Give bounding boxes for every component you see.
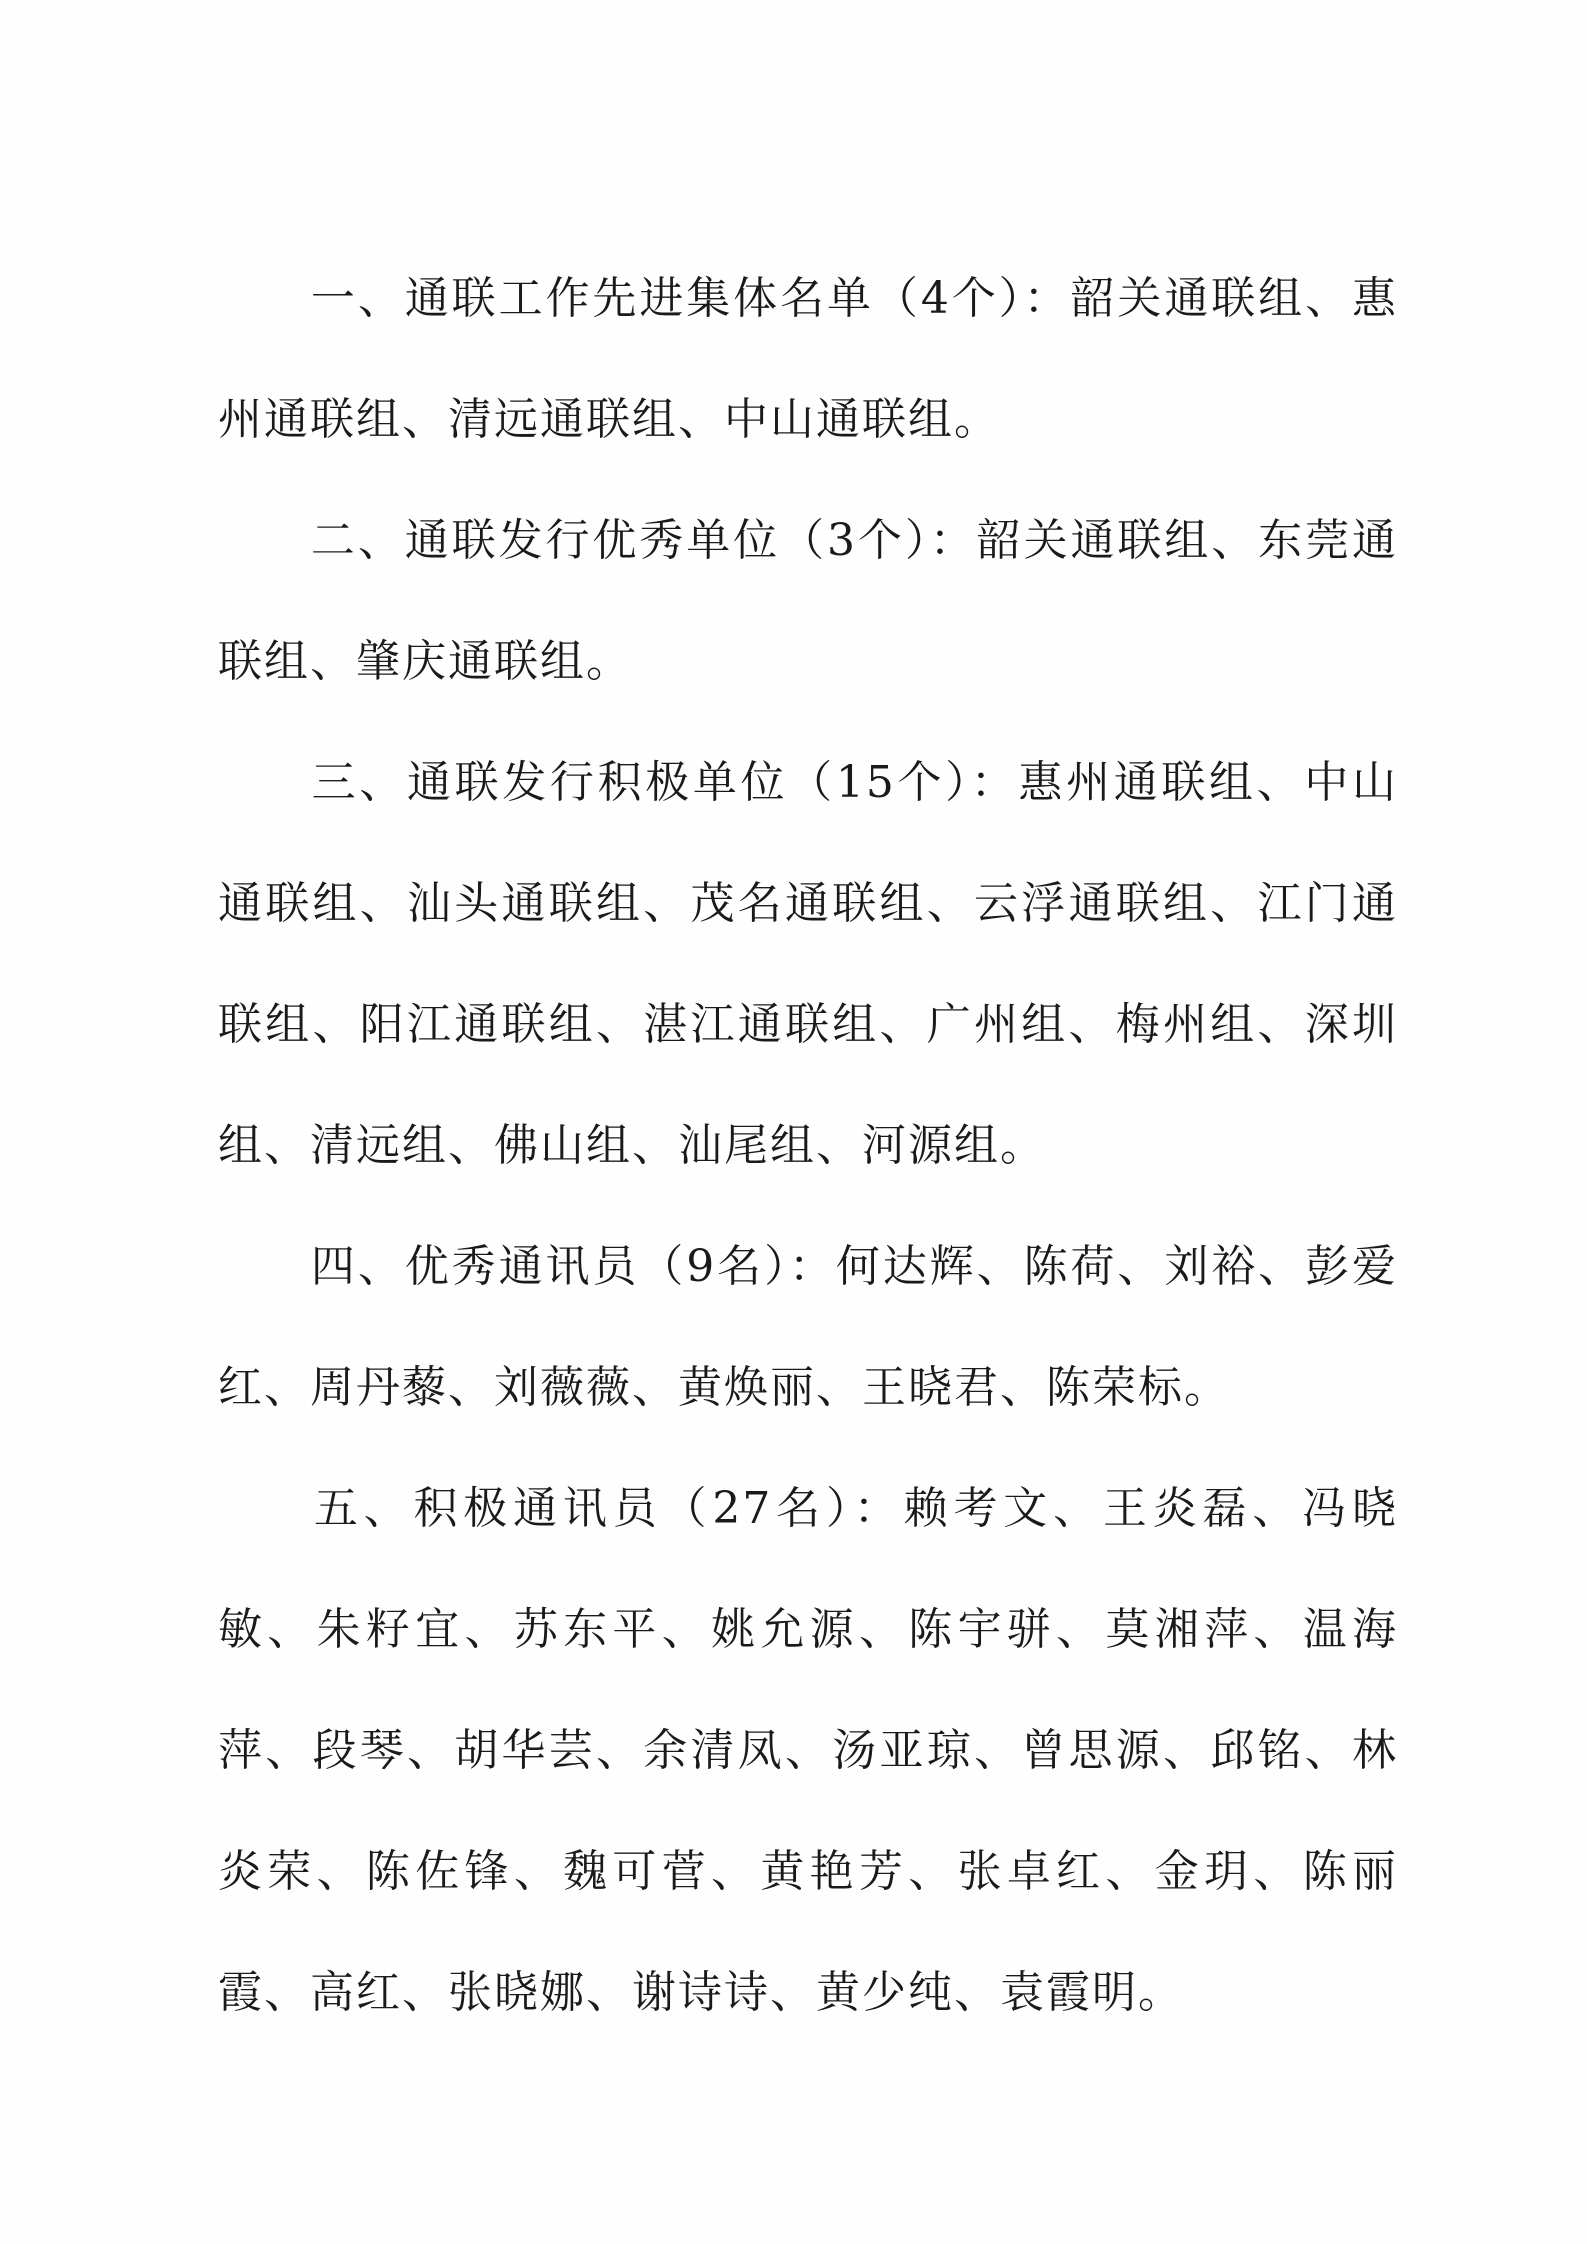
- paragraph-4-text: 四、优秀通讯员（9名）：何达辉、陈荷、刘裕、彭爱红、周丹藜、刘薇薇、黄焕丽、王晓君、陈荣标。: [218, 1241, 1398, 1413]
- paragraph-2: [218, 480, 1398, 722]
- paragraph-5-text: 五、积极通讯员（27名）：赖考文、王炎磊、冯晓敏、朱籽宜、苏东平、姚允源、陈宇骈、莫湘萍、温海萍、段琴、胡华芸、余清凤、汤亚琼、曾思源、邱铭、林炎荣、陈佐锋、魏可菅、黄艳芳、张卓红、金玥、陈丽霞、高红、张晓娜、谢诗诗、黄少纯、袁霞明。: [218, 1483, 1398, 2018]
- paragraph-1: [218, 238, 1398, 480]
- paragraph-3-text: 三、通联发行积极单位（15个）：惠州通联组、中山通联组、汕头通联组、茂名通联组、云浮通联组、江门通联组、阳江通联组、湛江通联组、广州组、梅州组、深圳组、清远组、佛山组、汕尾组、河源组。: [218, 757, 1398, 1171]
- paragraph-3: [218, 722, 1398, 1206]
- paragraph-4: [218, 1206, 1398, 1448]
- paragraph-5: [218, 1448, 1398, 2053]
- paragraph-1-text: 一、通联工作先进集体名单（4个）：韶关通联组、惠州通联组、清远通联组、中山通联组。: [218, 273, 1398, 445]
- document-body: [218, 238, 1398, 2053]
- paragraph-2-text: 二、通联发行优秀单位（3个）：韶关通联组、东莞通联组、肇庆通联组。: [218, 515, 1398, 687]
